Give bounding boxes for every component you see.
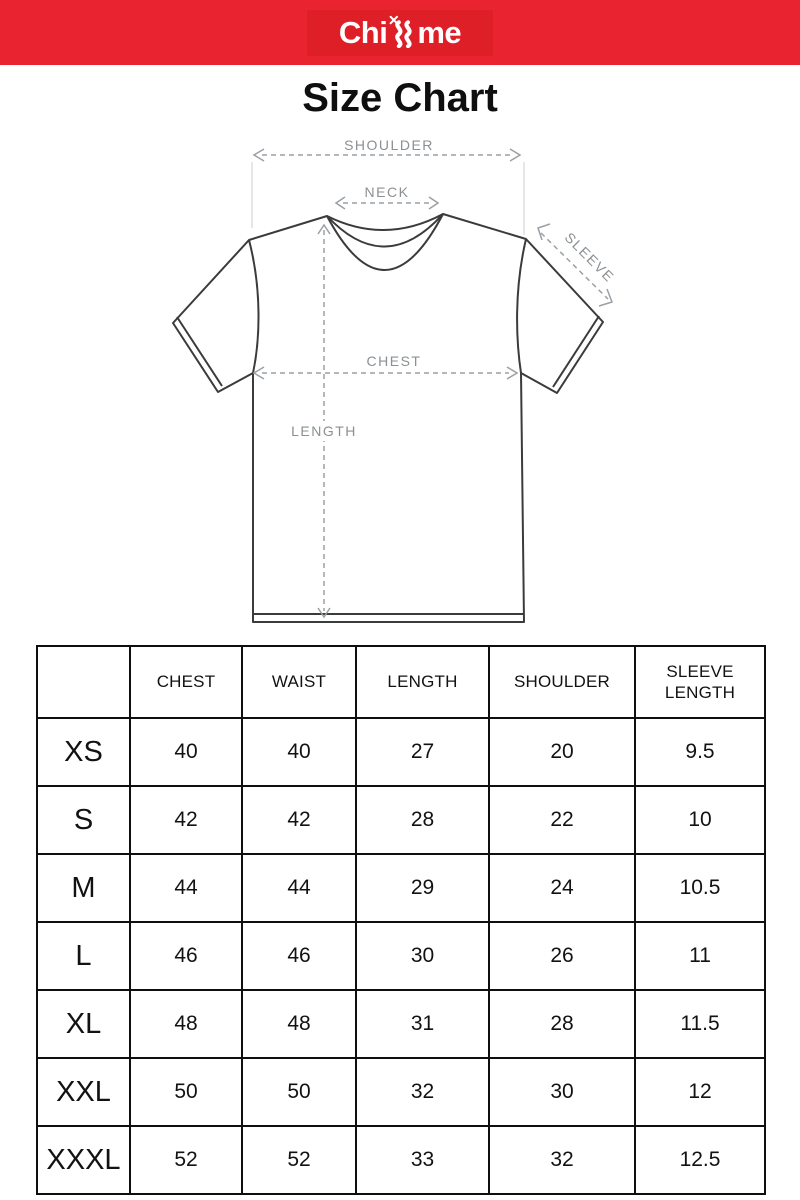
- value-cell: 40: [242, 718, 356, 786]
- value-cell: 20: [489, 718, 635, 786]
- value-cell: 12: [635, 1058, 765, 1126]
- header-length: LENGTH: [356, 646, 489, 718]
- logo-squiggle-icon: [388, 15, 417, 48]
- value-cell: 28: [489, 990, 635, 1058]
- value-cell: 10: [635, 786, 765, 854]
- value-cell: 46: [242, 922, 356, 990]
- value-cell: 40: [130, 718, 242, 786]
- neck-label: NECK: [364, 184, 410, 200]
- value-cell: 32: [356, 1058, 489, 1126]
- size-cell: XXXL: [37, 1126, 130, 1194]
- value-cell: 42: [130, 786, 242, 854]
- size-table-section: [36, 645, 764, 1195]
- brand-logo: [307, 10, 493, 56]
- value-cell: 22: [489, 786, 635, 854]
- value-cell: 30: [489, 1058, 635, 1126]
- header-chest: CHEST: [130, 646, 242, 718]
- value-cell: 50: [130, 1058, 242, 1126]
- value-cell: 50: [242, 1058, 356, 1126]
- shoulder-label: SHOULDER: [344, 137, 434, 153]
- table-row-l: [37, 922, 765, 990]
- size-cell: M: [37, 854, 130, 922]
- value-cell: 52: [130, 1126, 242, 1194]
- brand-logo-suffix: me: [417, 15, 462, 50]
- neck-measure: [336, 184, 438, 209]
- value-cell: 31: [356, 990, 489, 1058]
- value-cell: 44: [242, 854, 356, 922]
- length-label: LENGTH: [291, 423, 357, 439]
- header-size: [37, 646, 130, 718]
- value-cell: 12.5: [635, 1126, 765, 1194]
- value-cell: 52: [242, 1126, 356, 1194]
- brand-logo-prefix: Chi: [338, 15, 388, 50]
- tshirt-outline: [173, 214, 603, 622]
- table-row-m: [37, 854, 765, 922]
- size-cell: S: [37, 786, 130, 854]
- tshirt-measurement-diagram: [0, 130, 800, 650]
- value-cell: 32: [489, 1126, 635, 1194]
- table-row-xxxl: [37, 1126, 765, 1194]
- value-cell: 11: [635, 922, 765, 990]
- value-cell: 30: [356, 922, 489, 990]
- value-cell: 24: [489, 854, 635, 922]
- table-row-xs: [37, 718, 765, 786]
- value-cell: 28: [356, 786, 489, 854]
- value-cell: 11.5: [635, 990, 765, 1058]
- page-title: Size Chart: [302, 76, 498, 120]
- size-cell: XXL: [37, 1058, 130, 1126]
- value-cell: 9.5: [635, 718, 765, 786]
- value-cell: 48: [130, 990, 242, 1058]
- value-cell: 48: [242, 990, 356, 1058]
- header-waist: WAIST: [242, 646, 356, 718]
- header-sleeve-length: SLEEVE LENGTH: [635, 646, 765, 718]
- value-cell: 46: [130, 922, 242, 990]
- table-header-row: [37, 646, 765, 718]
- table-row-s: [37, 786, 765, 854]
- value-cell: 42: [242, 786, 356, 854]
- tshirt-diagram-svg: [0, 130, 800, 650]
- value-cell: 33: [356, 1126, 489, 1194]
- size-cell: L: [37, 922, 130, 990]
- value-cell: 10.5: [635, 854, 765, 922]
- table-row-xl: [37, 990, 765, 1058]
- header-shoulder: SHOULDER: [489, 646, 635, 718]
- chest-label: CHEST: [366, 353, 422, 369]
- size-cell: XL: [37, 990, 130, 1058]
- size-cell: XS: [37, 718, 130, 786]
- value-cell: 29: [356, 854, 489, 922]
- value-cell: 44: [130, 854, 242, 922]
- table-row-xxl: [37, 1058, 765, 1126]
- size-table: [36, 645, 766, 1195]
- value-cell: 27: [356, 718, 489, 786]
- sleeve-label: SLEEVE: [561, 229, 618, 286]
- brand-logo-text: [339, 15, 461, 50]
- value-cell: 26: [489, 922, 635, 990]
- brand-banner: [0, 0, 800, 65]
